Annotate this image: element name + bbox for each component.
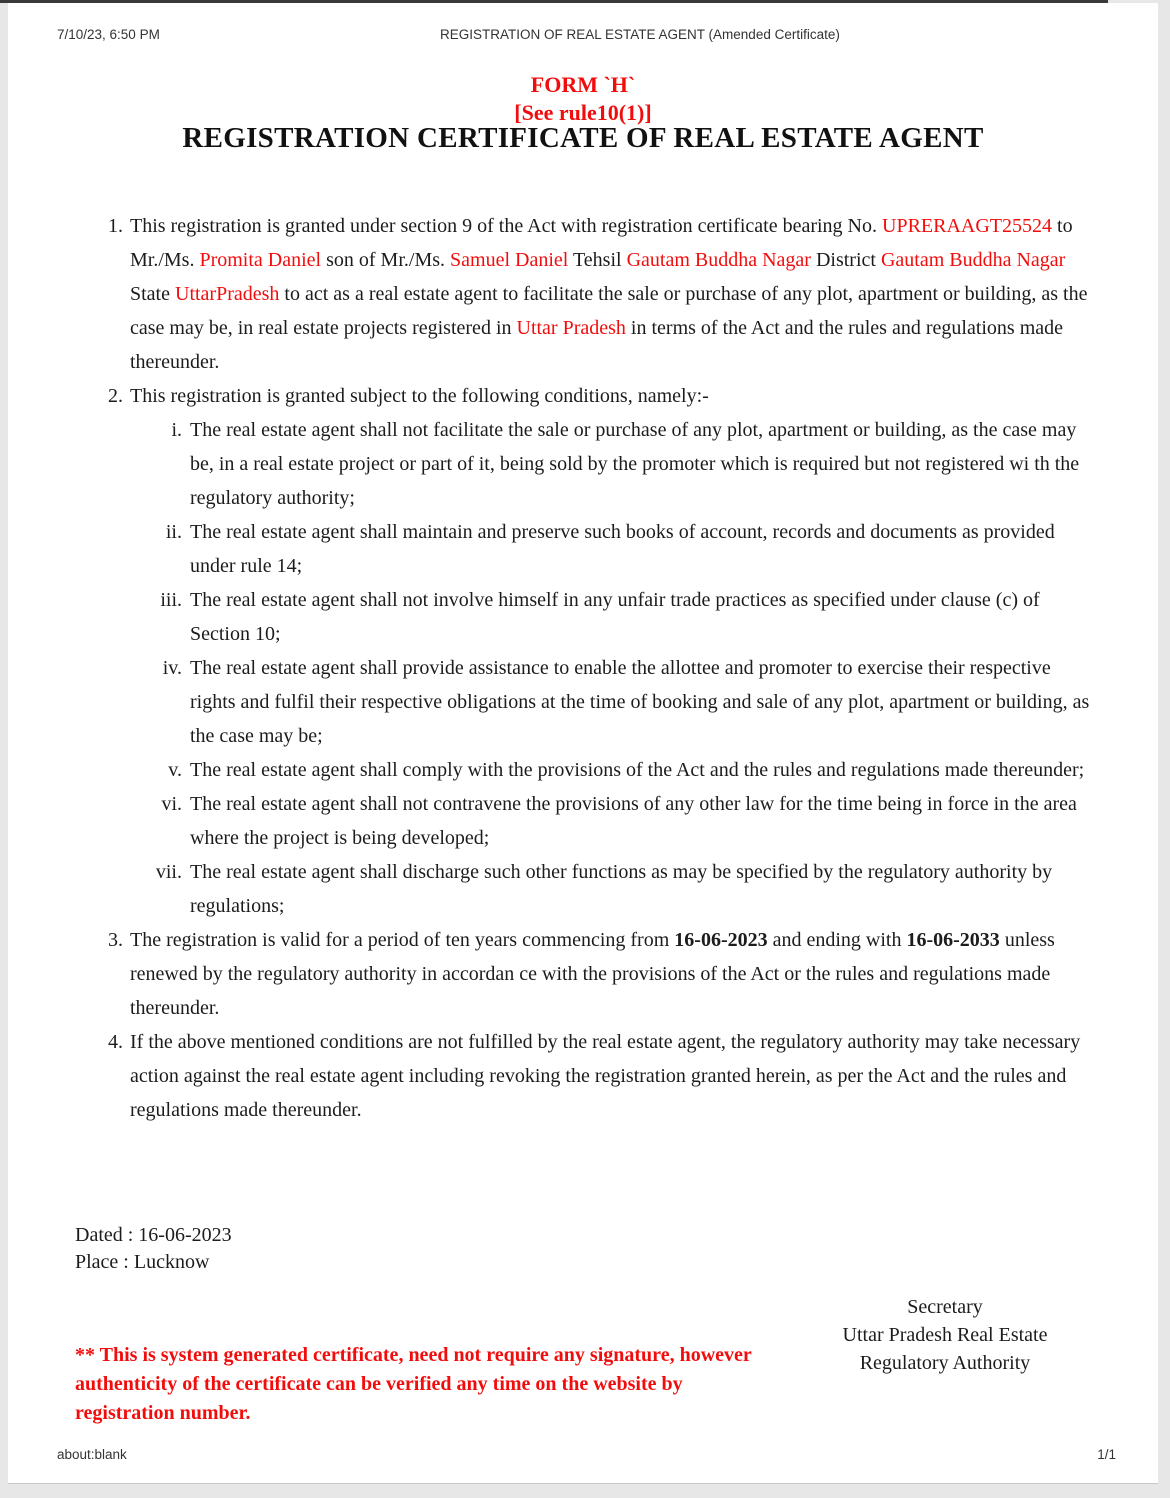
list-item-text xyxy=(130,385,709,407)
list-item xyxy=(8,923,1093,1025)
signature-authority-line1: Uttar Pradesh Real Estate xyxy=(842,1324,1048,1346)
footer-page-count: 1/1 xyxy=(1097,1447,1116,1462)
highlighted-value: Gautam Buddha Nagar xyxy=(880,249,1066,271)
list-item-text xyxy=(190,521,1055,577)
body-text: to Mr./Ms. xyxy=(130,215,1073,271)
body-text: District xyxy=(810,249,881,271)
list-item xyxy=(8,515,1093,583)
list-item-number: 2. xyxy=(108,385,123,407)
body-text: unless renewed by the regulatory authority in accordan ce with the provisions of the Act or the rules and regulations made thereunder. xyxy=(130,929,1055,1019)
list-item xyxy=(8,209,1093,379)
rule-reference-heading: [See rule10(1)] xyxy=(514,100,652,125)
list-item xyxy=(8,651,1093,753)
page-top-edge xyxy=(0,0,1108,3)
list-item-text xyxy=(190,589,1040,645)
list-item xyxy=(8,753,1093,787)
list-item xyxy=(8,1025,1093,1127)
print-footer xyxy=(57,1447,1116,1462)
body-text: The real estate agent shall not contravene the provisions of any other law for the time being in force in the area where the project is being developed; xyxy=(190,793,1077,849)
highlighted-value: Promita Daniel xyxy=(199,249,322,271)
print-header-title: REGISTRATION OF REAL ESTATE AGENT (Amended Certificate) xyxy=(440,27,840,42)
body-text: in terms of the Act and the rules and regulations made thereunder. xyxy=(130,317,1064,373)
signature-role: Secretary xyxy=(907,1296,983,1318)
list-item-text xyxy=(190,793,1077,849)
place-line: Place : Lucknow xyxy=(75,1251,210,1273)
list-item-number: vii. xyxy=(155,861,182,883)
highlighted-value: Gautam Buddha Nagar xyxy=(626,249,811,271)
body-text: to act as a real estate agent to facilitate the sale or purchase of any plot, apartment or building, as the case may be, in real estate projects registered in xyxy=(130,283,1088,339)
list-item-number: iii. xyxy=(160,589,182,611)
list-item-text xyxy=(190,861,1052,917)
body-text: If the above mentioned conditions are not fulfilled by the real estate agent, the regulatory authority may take necessary action against the real estate agent including revoking the registration granted herein, as per the Act and the rules and regulations made thereunder. xyxy=(130,1031,1081,1121)
body-text: and ending with xyxy=(767,929,907,951)
certificate-title: REGISTRATION CERTIFICATE OF REAL ESTATE AGENT xyxy=(182,122,984,154)
disclaimer-text: ** This is system generated certificate, need not require any signature, however authenticity of the certificate can be verified any time on the website by registration number. xyxy=(75,1344,752,1424)
highlighted-value: UttarPradesh xyxy=(175,283,280,305)
body-text: State xyxy=(130,283,175,305)
list-item xyxy=(8,855,1093,923)
body-text: The real estate agent shall discharge such other functions as may be specified by the regulatory authority by regulations; xyxy=(190,861,1053,917)
body-text: The real estate agent shall provide assistance to enable the allottee and promoter to exercise their respective rights and fulfil their respective obligations at the time of booking and sale of any plot, apartment or building, as the case may be; xyxy=(190,657,1090,747)
list-item-number: 3. xyxy=(108,929,123,951)
signature-authority-line2: Regulatory Authority xyxy=(859,1352,1031,1374)
highlighted-value: UPRERAAGT25524 xyxy=(882,215,1053,237)
list-item-number: 4. xyxy=(108,1031,123,1053)
bold-date: 16-06-2023 xyxy=(674,929,768,951)
list-item xyxy=(8,413,1093,515)
body-text: The real estate agent shall maintain and preserve such books of account, records and documents as provided under rule 14; xyxy=(190,521,1055,577)
print-header-datetime: 7/10/23, 6:50 PM xyxy=(57,27,160,42)
body-text: The registration is valid for a period of ten years commencing from xyxy=(130,929,675,951)
list-item-text xyxy=(190,657,1089,747)
list-item-number: i. xyxy=(171,419,182,441)
body-text: The real estate agent shall not facilitate the sale or purchase of any plot, apartment or building, as the case may be, in a real estate project or part of it, being sold by the promoter which is required but not registered wi th the regulatory authority; xyxy=(190,419,1080,509)
list-item-number: ii. xyxy=(165,521,182,543)
body-text: Tehsil xyxy=(568,249,627,271)
list-item-number: v. xyxy=(168,759,182,781)
list-item xyxy=(8,787,1093,855)
form-heading: FORM `H` xyxy=(530,72,636,97)
list-item-text xyxy=(130,1031,1080,1121)
signature-block xyxy=(785,1293,1105,1377)
list-item-number: iv. xyxy=(162,657,182,679)
body-text: This registration is granted subject to the following conditions, namely:- xyxy=(130,385,709,407)
closing-block xyxy=(75,1222,232,1276)
document-page xyxy=(8,3,1158,1484)
dated-line: Dated : 16-06-2023 xyxy=(75,1224,232,1246)
list-item xyxy=(8,379,1093,413)
footer-url: about:blank xyxy=(57,1447,127,1462)
list-item-text xyxy=(190,759,1084,781)
conditions-list xyxy=(8,209,1158,1127)
list-item-text xyxy=(130,215,1087,373)
list-item-text xyxy=(190,419,1079,509)
list-item-text xyxy=(130,929,1055,1019)
highlighted-value: Samuel Daniel xyxy=(450,249,569,271)
list-item xyxy=(8,583,1093,651)
body-text: This registration is granted under section 9 of the Act with registration certificate bearing No. xyxy=(130,215,882,237)
body-text: The real estate agent shall not involve himself in any unfair trade practices as specified under clause (c) of Section 10; xyxy=(190,589,1040,645)
bold-date: 16-06-2033 xyxy=(906,929,1000,951)
list-item-number: 1. xyxy=(108,215,123,237)
body-text: The real estate agent shall comply with the provisions of the Act and the rules and regulations made thereunder; xyxy=(190,759,1085,781)
highlighted-value: Uttar Pradesh xyxy=(516,317,626,339)
body-text: son of Mr./Ms. xyxy=(321,249,451,271)
list-item-number: vi. xyxy=(161,793,182,815)
